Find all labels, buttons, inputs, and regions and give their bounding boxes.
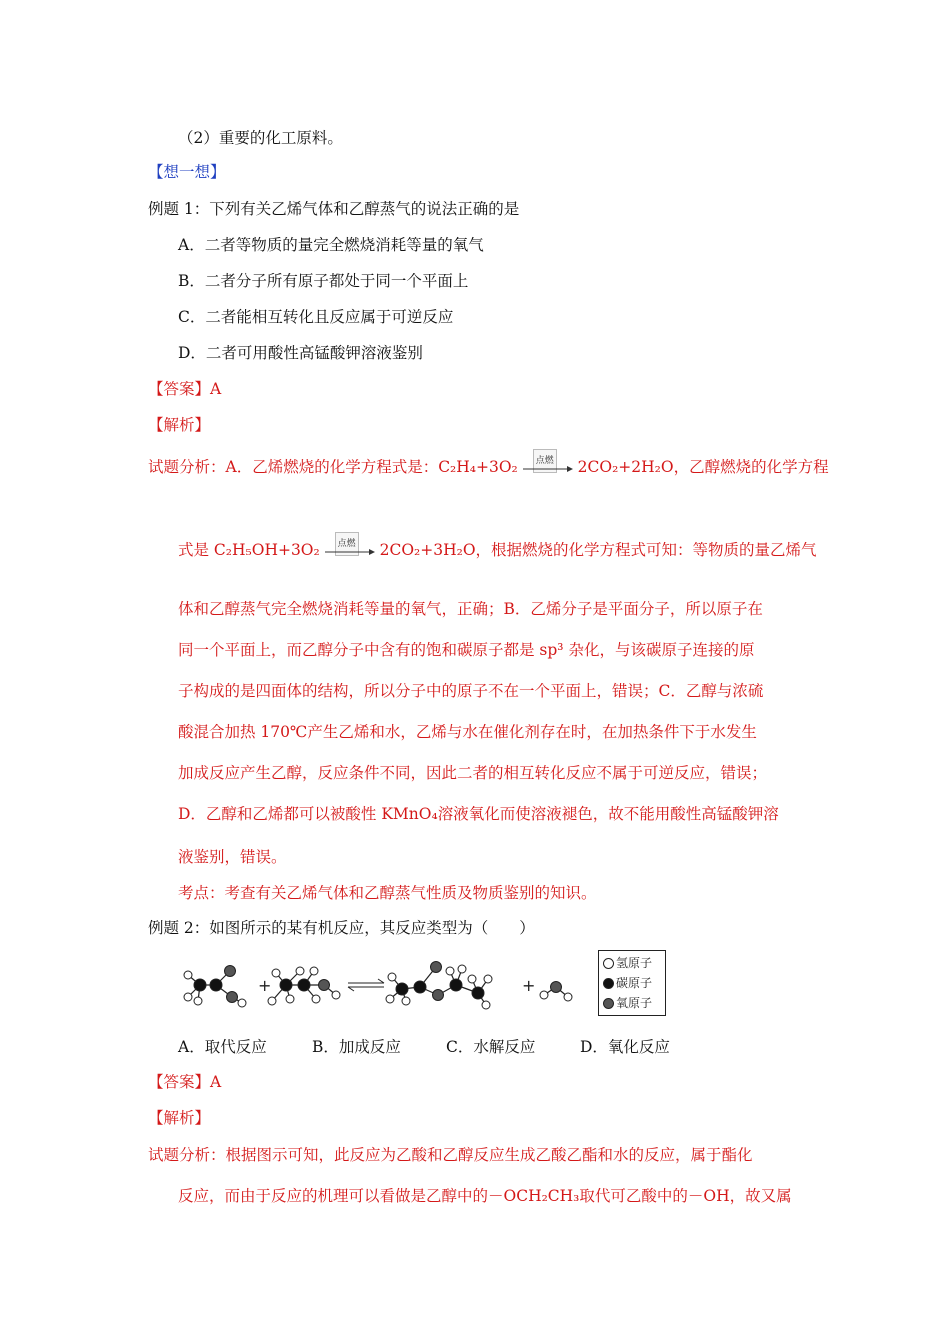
- condition-label: 点燃: [335, 532, 359, 556]
- q1-stem: 例题 1：下列有关乙烯气体和乙醇蒸气的说法正确的是: [148, 200, 520, 218]
- q1-option-b: B．二者分子所有原子都处于同一个平面上: [178, 272, 469, 290]
- q1-analysis-line-4: 同一个平面上，而乙醇分子中含有的饱和碳原子都是 sp³ 杂化，与该碳原子连接的原: [178, 641, 755, 659]
- q2-option-a: A．取代反应: [178, 1038, 267, 1056]
- oxygen-dot-icon: [603, 998, 614, 1009]
- q2-option-b: B．加成反应: [312, 1038, 401, 1056]
- equation-ethylene-left: 试题分析：A．乙烯燃烧的化学方程式是：C₂H₄+3O₂: [148, 458, 518, 476]
- q1-answer: 【答案】A: [148, 380, 222, 398]
- hydrogen-dot-icon: [603, 958, 614, 969]
- legend-carbon: 碳原子: [603, 973, 661, 993]
- carbon-dot-icon: [603, 978, 614, 989]
- q1-kaodian: 考点：考查有关乙烯气体和乙醇蒸气性质及物质鉴别的知识。: [178, 884, 597, 902]
- q1-option-d: D．二者可用酸性高锰酸钾溶液鉴别: [178, 344, 423, 362]
- reaction-arrow-icon: [325, 540, 375, 562]
- q1-analysis-line-2: [178, 539, 817, 562]
- q1-analysis-line-3: 体和乙醇蒸气完全燃烧消耗等量的氧气，正确；B．乙烯分子是平面分子，所以原子在: [178, 600, 763, 618]
- think-heading: 【想一想】: [148, 163, 226, 181]
- svg-text:+: +: [258, 976, 272, 995]
- q1-analysis-line-7: 加成反应产生乙醇，反应条件不同，因此二者的相互转化反应不属于可逆反应，错误；: [178, 764, 768, 782]
- condition-label: 点燃: [533, 449, 557, 473]
- q1-analysis-line-6: 酸混合加热 170℃产生乙烯和水，乙烯与水在催化剂存在时，在加热条件下于水发生: [178, 723, 757, 741]
- equation-ethanol-left: 式是 C₂H₅OH+3O₂: [178, 541, 320, 559]
- equation-ethanol-right: 2CO₂+3H₂O，根据燃烧的化学方程式可知：等物质的量乙烯气: [379, 541, 817, 559]
- intro-item: （2）重要的化工原料。: [178, 129, 343, 147]
- q1-analysis-line-8: D．乙醇和乙烯都可以被酸性 KMnO₄溶液氧化而使溶液褪色，故不能用酸性高锰酸钾溶: [178, 805, 779, 823]
- q1-option-a: A．二者等物质的量完全燃烧消耗等量的氧气: [178, 236, 484, 254]
- q1-analysis-heading: 【解析】: [148, 416, 211, 434]
- q2-option-d: D．氧化反应: [580, 1038, 670, 1056]
- legend-oxygen: 氧原子: [603, 993, 661, 1013]
- legend-hydrogen: 氢原子: [603, 953, 661, 973]
- atom-legend: [598, 950, 666, 1016]
- q2-analysis-heading: 【解析】: [148, 1109, 211, 1127]
- q2-analysis-line-1: 试题分析：根据图示可知，此反应为乙酸和乙醇反应生成乙酸乙酯和水的反应，属于酯化: [148, 1146, 753, 1164]
- reaction-diagram: [176, 955, 596, 1015]
- q2-stem: 例题 2：如图所示的某有机反应，其反应类型为（ ）: [148, 919, 535, 937]
- q2-answer: 【答案】A: [148, 1073, 222, 1091]
- reaction-arrow-icon: [523, 457, 573, 479]
- svg-text:+: +: [522, 976, 536, 995]
- q1-analysis-line-1: [148, 456, 829, 479]
- q2-option-c: C．水解反应: [446, 1038, 536, 1056]
- q1-analysis-line-9: 液鉴别，错误。: [178, 848, 287, 866]
- q1-option-c: C．二者能相互转化且反应属于可逆反应: [178, 308, 454, 326]
- equation-ethylene-right: 2CO₂+2H₂O，乙醇燃烧的化学方程: [577, 458, 829, 476]
- q1-analysis-line-5: 子构成的是四面体的结构，所以分子中的原子不在一个平面上，错误；C．乙醇与浓硫: [178, 682, 764, 700]
- q2-analysis-line-2: 反应，而由于反应的机理可以看做是乙醇中的－OCH₂CH₃取代可乙酸中的－OH，故又属: [178, 1187, 792, 1205]
